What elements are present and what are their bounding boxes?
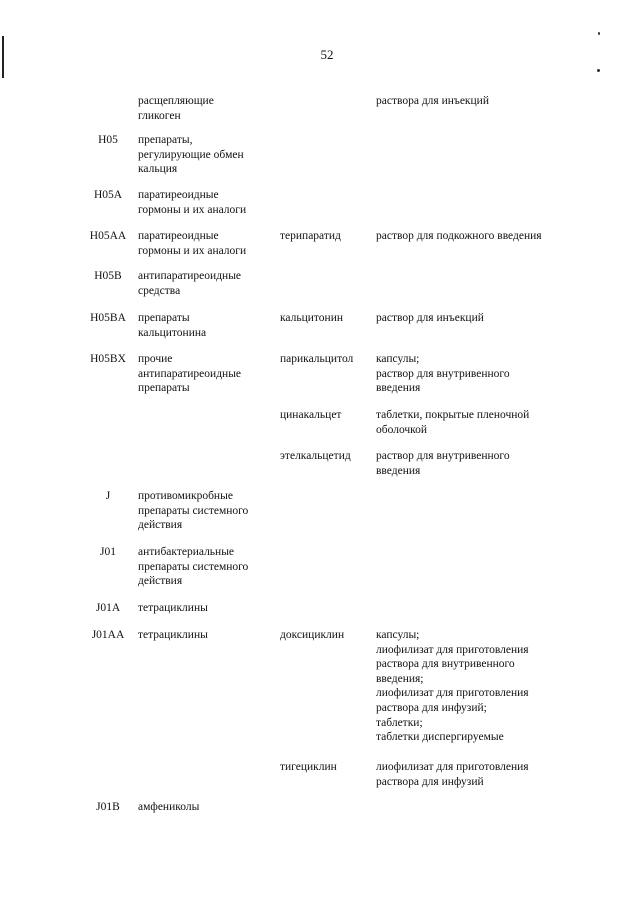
pharmacological-group-cell: паратиреоидные гормоны и их аналоги	[138, 189, 247, 216]
dosage-form-cell: раствора для инъекций	[376, 95, 489, 107]
drug-name-cell: цинакальцет	[280, 409, 342, 421]
drug-name-cell: доксициклин	[280, 629, 345, 641]
pharmacological-group-cell: тетрациклины	[138, 629, 208, 641]
dosage-form-cell: раствор для инъекций	[376, 312, 484, 324]
atc-code-cell: H05BX	[90, 353, 126, 365]
scan-speck	[598, 32, 600, 35]
dosage-form-cell: капсулы; лиофилизат для приготовления раствора для внутривенного введения; лиофилизат для приготовления раствора для инфузий; таблетки; таблетки диспергируемые	[376, 629, 529, 744]
pharmacological-group-cell: расщепляющие гликоген	[138, 95, 214, 122]
pharmacological-group-cell: амфениколы	[138, 801, 200, 813]
atc-code-cell: H05	[98, 134, 118, 146]
pharmacological-group-cell: антибактериальные препараты системного действия	[138, 546, 249, 588]
drug-name-cell: терипаратид	[280, 230, 341, 242]
page-number: 52	[320, 47, 334, 62]
atc-code-cell: J01B	[96, 801, 120, 813]
atc-code-cell: H05B	[94, 270, 122, 282]
atc-code-cell: J	[105, 490, 111, 502]
pharmacological-group-cell: препараты кальцитонина	[138, 312, 207, 339]
dosage-form-cell: таблетки, покрытые пленочной оболочкой	[376, 409, 530, 436]
pharmacological-group-cell: антипаратиреоидные средства	[138, 270, 242, 297]
drug-name-cell: тигециклин	[280, 761, 337, 773]
drug-name-cell: парикальцитол	[280, 353, 354, 365]
pharmacological-group-cell: тетрациклины	[138, 602, 208, 614]
pharmacological-group-cell: паратиреоидные гормоны и их аналоги	[138, 230, 247, 257]
dosage-form-cell: капсулы; раствор для внутривенного введения	[376, 353, 510, 395]
scan-speck	[597, 69, 600, 72]
atc-code-cell: J01	[100, 546, 116, 558]
atc-code-cell: J01A	[95, 602, 121, 614]
dosage-form-cell: раствор для подкожного введения	[376, 230, 542, 242]
atc-code-cell: H05AA	[89, 230, 127, 242]
dosage-form-cell: раствор для внутривенного введения	[376, 450, 510, 477]
atc-code-cell: J01AA	[91, 629, 125, 641]
drug-name-cell: кальцитонин	[280, 312, 343, 324]
pharmacological-group-cell: прочие антипаратиреоидные препараты	[138, 353, 242, 395]
atc-code-cell: H05A	[93, 189, 123, 201]
pharmacological-group-cell: противомикробные препараты системного действия	[138, 490, 249, 532]
atc-code-cell: H05BA	[90, 312, 126, 324]
pharmacological-group-cell: препараты, регулирующие обмен кальция	[138, 134, 244, 176]
drug-name-cell: этелкальцетид	[280, 450, 351, 462]
dosage-form-cell: лиофилизат для приготовления раствора для инфузий	[376, 761, 529, 788]
